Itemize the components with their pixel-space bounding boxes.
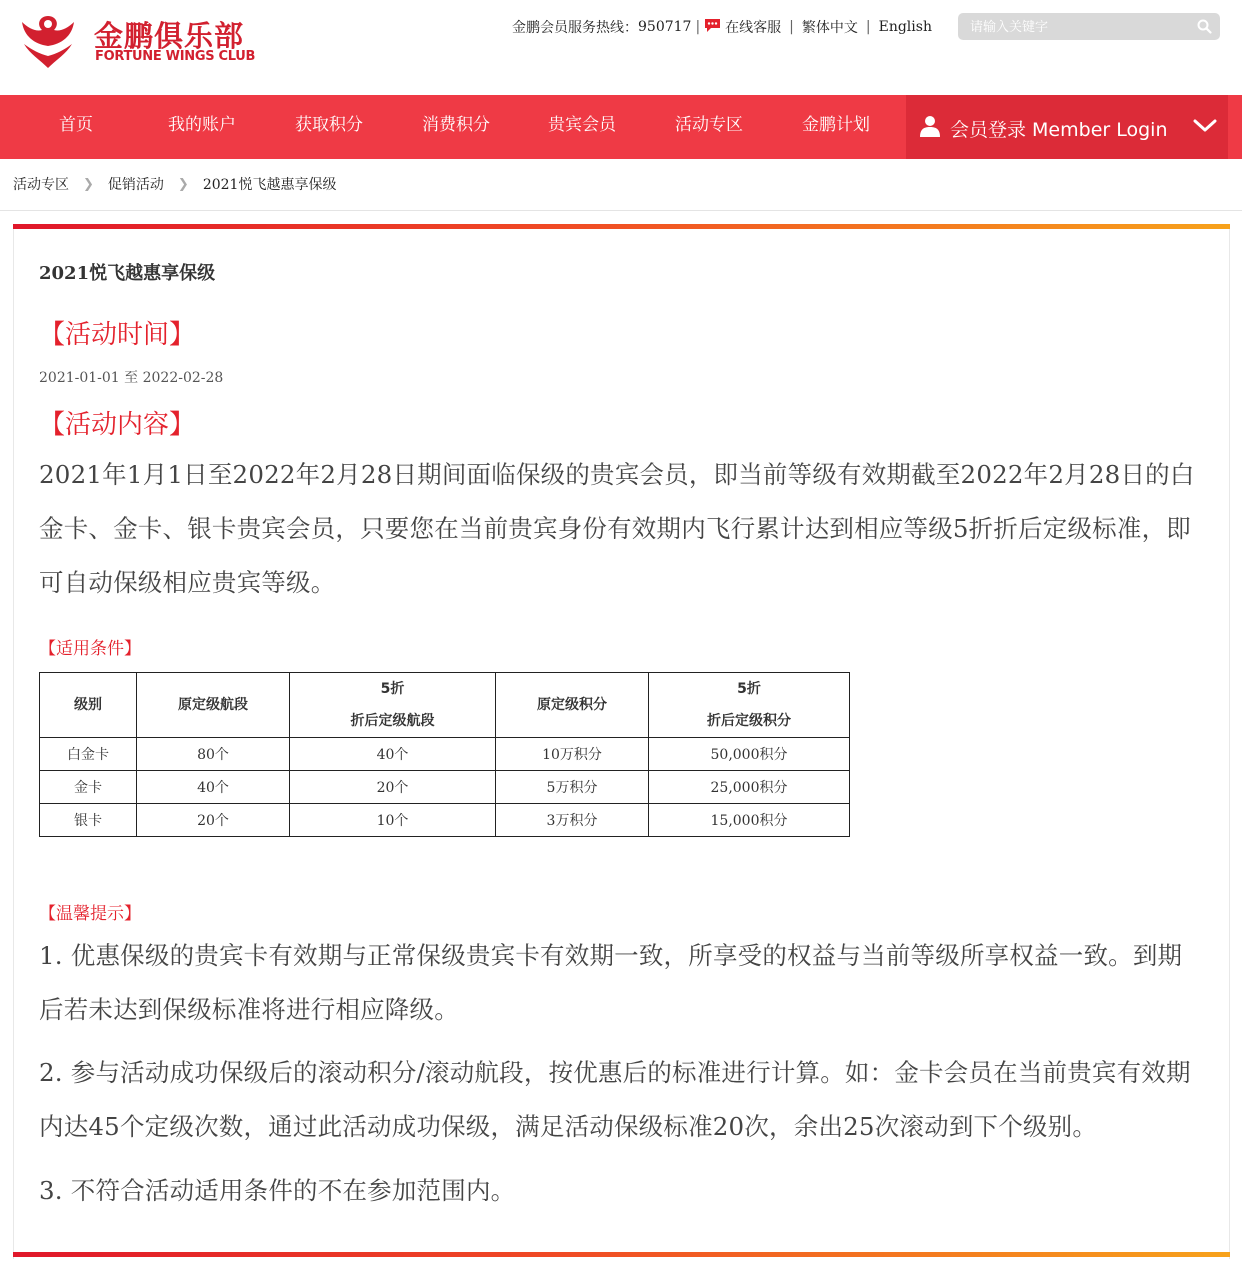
breadcrumb-promo-activities[interactable]: 促销活动 <box>107 177 164 193</box>
nav-fortune-wings-plan[interactable]: 金鹏计划 <box>802 115 870 135</box>
table-cell: 20个 <box>137 804 290 837</box>
breadcrumb-current: 2021悦飞越惠享保级 <box>202 177 337 193</box>
logo-english-name: FORTUNE WINGS CLUB <box>95 49 256 64</box>
search-icon[interactable] <box>1197 19 1212 34</box>
table-header-cell: 原定级航段 <box>137 673 290 738</box>
activity-content-text: 2021年1月1日至2022年2月28日期间面临保级的贵宾会员，即当前等级有效期截至2022年2月28日的白金卡、金卡、银卡贵宾会员，只要您在当前贵宾身份有效期内飞行累计达到相应等级5折折后定级标准，即可自动保级相应贵宾等级。 <box>39 460 1195 597</box>
divider: | <box>789 19 794 35</box>
activity-date-range: 2021-01-01 至 2022-02-28 <box>39 370 224 386</box>
table-cell: 白金卡 <box>40 738 137 771</box>
table-cell: 银卡 <box>40 804 137 837</box>
nav-promotions[interactable]: 活动专区 <box>675 115 743 135</box>
logo-chinese-name: 金鹏俱乐部 <box>94 19 245 53</box>
chevron-right-icon: ❯ <box>177 176 189 192</box>
online-service-link[interactable]: 在线客服 <box>725 20 782 36</box>
gradient-top-border <box>13 224 1230 229</box>
breadcrumb <box>13 173 336 195</box>
table-cell: 5万积分 <box>496 771 649 804</box>
breadcrumb-promotions-zone[interactable]: 活动专区 <box>13 177 69 193</box>
divider <box>0 210 1242 211</box>
conditions-table <box>39 672 850 837</box>
gradient-bottom-border <box>13 1252 1230 1257</box>
table-header-cell: 原定级积分 <box>496 673 649 738</box>
nav-home[interactable]: 首页 <box>59 115 93 135</box>
nav-vip-members[interactable]: 贵宾会员 <box>548 115 616 135</box>
search-box <box>958 13 1220 40</box>
top-links <box>512 16 932 38</box>
table-cell: 40个 <box>290 738 496 771</box>
nav-my-account[interactable]: 我的账户 <box>168 115 236 135</box>
english-link[interactable]: English <box>878 19 932 35</box>
chat-bubble-icon <box>704 18 721 33</box>
fortune-wings-logo-icon <box>16 10 80 70</box>
table-cell: 25,000积分 <box>649 771 850 804</box>
traditional-chinese-link[interactable]: 繁体中文 <box>801 20 858 36</box>
table-header-row <box>40 673 850 738</box>
table-header-cell: 5折 折后定级积分 <box>649 673 850 738</box>
table-row <box>40 804 850 837</box>
table-cell: 3万积分 <box>496 804 649 837</box>
activity-time-heading: 【活动时间】 <box>39 320 196 350</box>
conditions-heading: 【适用条件】 <box>39 639 141 659</box>
search-input[interactable] <box>970 16 1190 37</box>
table-cell: 15,000积分 <box>649 804 850 837</box>
divider: | <box>865 19 871 35</box>
hotline-label: 金鹏会员服务热线： <box>512 20 638 36</box>
table-header-cell: 5折 折后定级航段 <box>290 673 496 738</box>
chevron-down-icon[interactable] <box>1193 119 1217 133</box>
member-login-button[interactable] <box>906 95 1228 159</box>
top-header <box>0 0 1242 95</box>
table-cell: 50,000积分 <box>649 738 850 771</box>
member-login-label: 会员登录 Member Login <box>950 119 1168 141</box>
tip-item: 1. 优惠保级的贵宾卡有效期与正常保级贵宾卡有效期一致，所享受的权益与当前等级所享权益一致。到期后若未达到保级标准将进行相应降级。 <box>39 941 1183 1024</box>
nav-redeem-points[interactable]: 消费积分 <box>422 115 490 135</box>
table-cell: 金卡 <box>40 771 137 804</box>
logo[interactable] <box>16 10 256 72</box>
table-cell: 40个 <box>137 771 290 804</box>
tip-item: 2. 参与活动成功保级后的滚动积分/滚动航段，按优惠后的标准进行计算。如：金卡会员在当前贵宾有效期内达45个定级次数，通过此活动成功保级，满足活动保级标准20次，余出25次滚动到下个级别。 <box>39 1058 1191 1141</box>
chevron-right-icon: ❯ <box>83 176 94 192</box>
user-icon <box>920 115 940 137</box>
nav-earn-points[interactable]: 获取积分 <box>295 115 363 135</box>
table-cell: 80个 <box>137 738 290 771</box>
table-cell: 10个 <box>290 804 496 837</box>
table-cell: 10万积分 <box>496 738 649 771</box>
activity-content-heading: 【活动内容】 <box>39 410 196 440</box>
table-cell: 20个 <box>290 771 496 804</box>
hotline-number: 950717 <box>638 19 692 35</box>
table-header-cell: 级别 <box>40 673 137 738</box>
tips-heading: 【温馨提示】 <box>39 904 141 924</box>
table-row <box>40 771 850 804</box>
tip-item: 3. 不符合活动适用条件的不在参加范围内。 <box>39 1176 516 1205</box>
article-title: 2021悦飞越惠享保级 <box>39 263 216 284</box>
table-row <box>40 738 850 771</box>
divider: | <box>695 19 701 35</box>
